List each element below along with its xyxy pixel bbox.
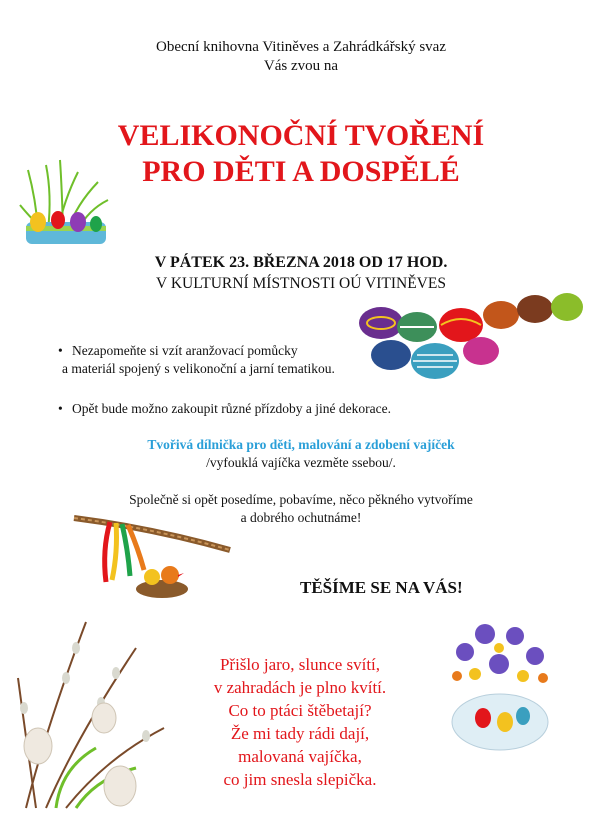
invitation-intro [0, 38, 602, 76]
easter-basket-grass-icon [18, 160, 113, 250]
bullet-text: Opět bude možno zakoupit různé přízdoby a jiné dekorace. [72, 401, 392, 416]
nest-birds-icon [132, 555, 192, 600]
bullet-icon: • [58, 343, 63, 358]
closing-greeting: TĚŠÍME SE NA VÁS! [300, 578, 463, 597]
workshop-detail: /vyfouklá vajíčka vezměte ssebou/. [206, 455, 396, 470]
poem-line: v zahradách je plno kvítí. [213, 678, 387, 697]
invite-line: Vás zvou na [263, 58, 339, 74]
poem-line: malovaná vajíčka, [238, 747, 362, 766]
event-place: V KULTURNÍ MÍSTNOSTI OÚ VITINĚVES [156, 275, 446, 292]
poem-line: Co to ptáci štěbetají? [228, 701, 372, 720]
workshop-note [0, 436, 602, 472]
poem-line: Přišlo jaro, slunce svítí, [219, 655, 381, 674]
organizers-line: Obecní knihovna Vitiněves a Zahrádkářský svaz [156, 39, 446, 55]
bullet-item-decorations [58, 400, 478, 417]
title-line-1: VELIKONOČNÍ TVOŘENÍ [117, 119, 485, 152]
workshop-highlight: Tvořivá dílnička pro děti, malování a zdobení vajíček [147, 437, 455, 452]
poem-line: co jim snesla slepička. [223, 770, 377, 789]
event-date: V PÁTEK 23. BŘEZNA 2018 OD 17 HOD. [154, 254, 448, 271]
bullet-text: Nezapomeňte si vzít aranžovací pomůcky [72, 343, 298, 358]
pussy-willow-eggs-icon [16, 618, 166, 813]
poem-line: Že mi tady rádi dají, [230, 724, 370, 743]
painted-eggs-icon [355, 285, 585, 385]
title-line-2: PRO DĚTI A DOSPĚLÉ [142, 155, 460, 188]
together-line-1: Společně si opět posedíme, pobavíme, něco pěkného vytvoříme [129, 492, 473, 507]
bullet-item-supplies [58, 342, 358, 359]
together-line-2: a dobrého ochutnáme! [240, 510, 362, 525]
bullet-icon: • [58, 401, 63, 416]
flower-bowl-icon [435, 612, 565, 752]
bullet-item-supplies-cont: a materiál spojený s velikonoční a jarní tematikou. [62, 361, 335, 376]
poem [160, 653, 440, 791]
